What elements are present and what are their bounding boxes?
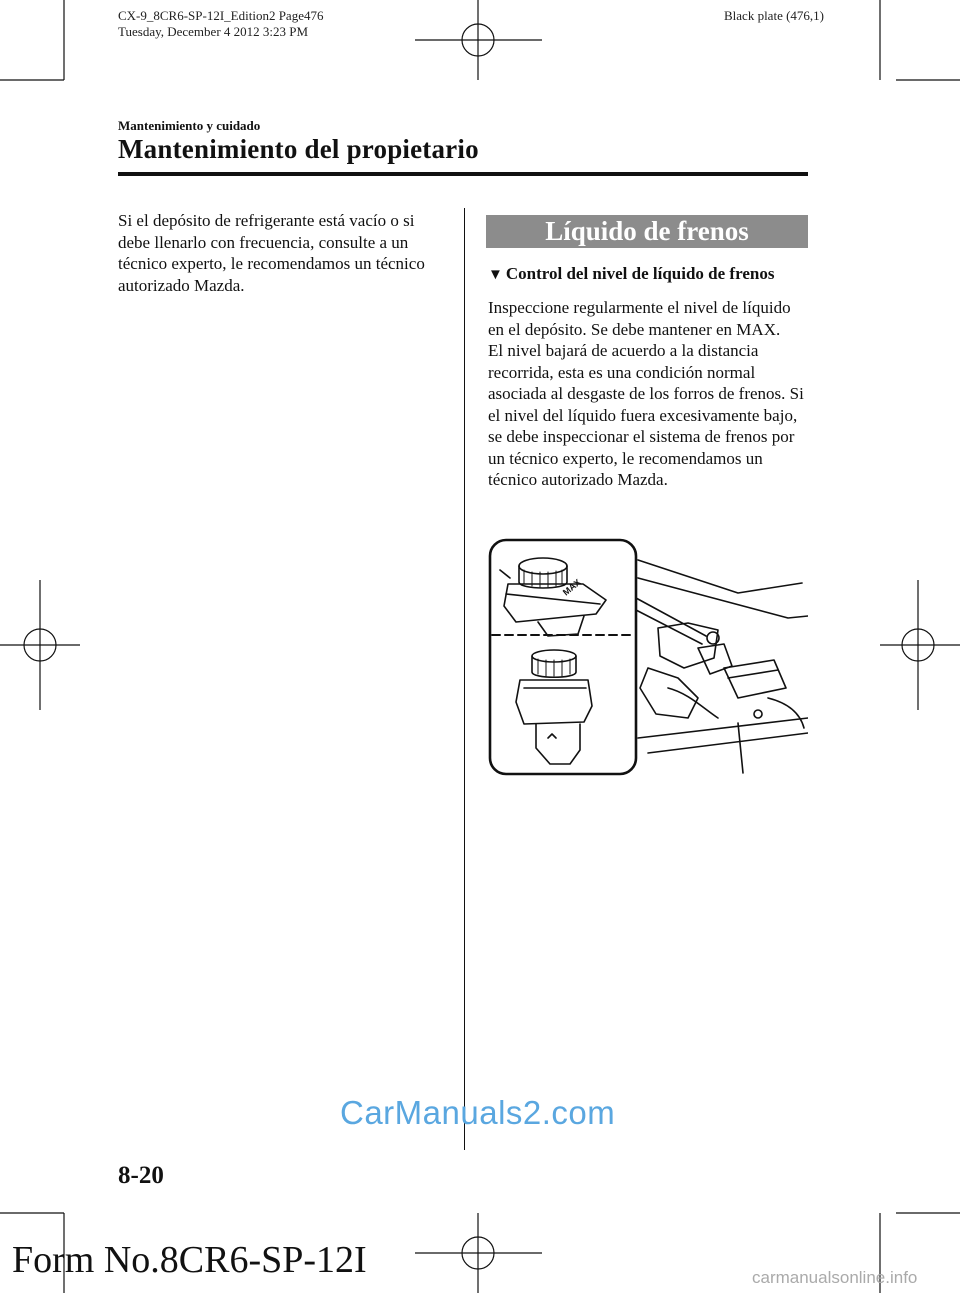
brake-reservoir-illustration [488, 538, 808, 776]
plate-label: Black plate (476,1) [724, 8, 824, 23]
form-number: Form No.8CR6-SP-12I [12, 1239, 367, 1281]
max-label: MAX [560, 577, 583, 598]
paragraph-2: El nivel bajará de acuerdo a la distancia recorrida, esta es una condición normal asociada al desgaste de los forros de frenos. Si el nivel del líquido fuera excesivamente bajo, se debe inspeccionar el sistema de frenos por un técnico experto, le recomendamos un técnico autorizado Mazda. [488, 341, 804, 489]
subheading-text: Control del nivel de líquido de frenos [505, 264, 775, 283]
page-number: 8-20 [118, 1162, 164, 1189]
watermark: CarManuals2.com [340, 1094, 616, 1131]
footer-site-link[interactable]: carmanualsonline.info [752, 1268, 918, 1287]
print-info-line1: CX-9_8CR6-SP-12I_Edition2 Page476 [118, 8, 324, 23]
print-info [118, 8, 323, 40]
section-banner: Líquido de frenos [486, 215, 808, 248]
column-divider [464, 208, 465, 1150]
subheading [488, 264, 774, 284]
left-column-text: Si el depósito de refrigerante está vacío o si debe llenarlo con frecuencia, consulte a un técnico experto, le recomendamos un técnico autorizado Mazda. [118, 211, 425, 295]
print-info-line2: Tuesday, December 4 2012 3:23 PM [118, 24, 309, 39]
right-column-text [488, 297, 808, 491]
title-rule [118, 172, 808, 176]
triangle-marker-icon: ▼ [488, 267, 503, 283]
paragraph-1: Inspeccione regularmente el nivel de líquido en el depósito. Se debe mantener en MAX. [488, 298, 791, 339]
section-kicker: Mantenimiento y cuidado [118, 118, 261, 133]
page-title: Mantenimiento del propietario [118, 134, 479, 164]
